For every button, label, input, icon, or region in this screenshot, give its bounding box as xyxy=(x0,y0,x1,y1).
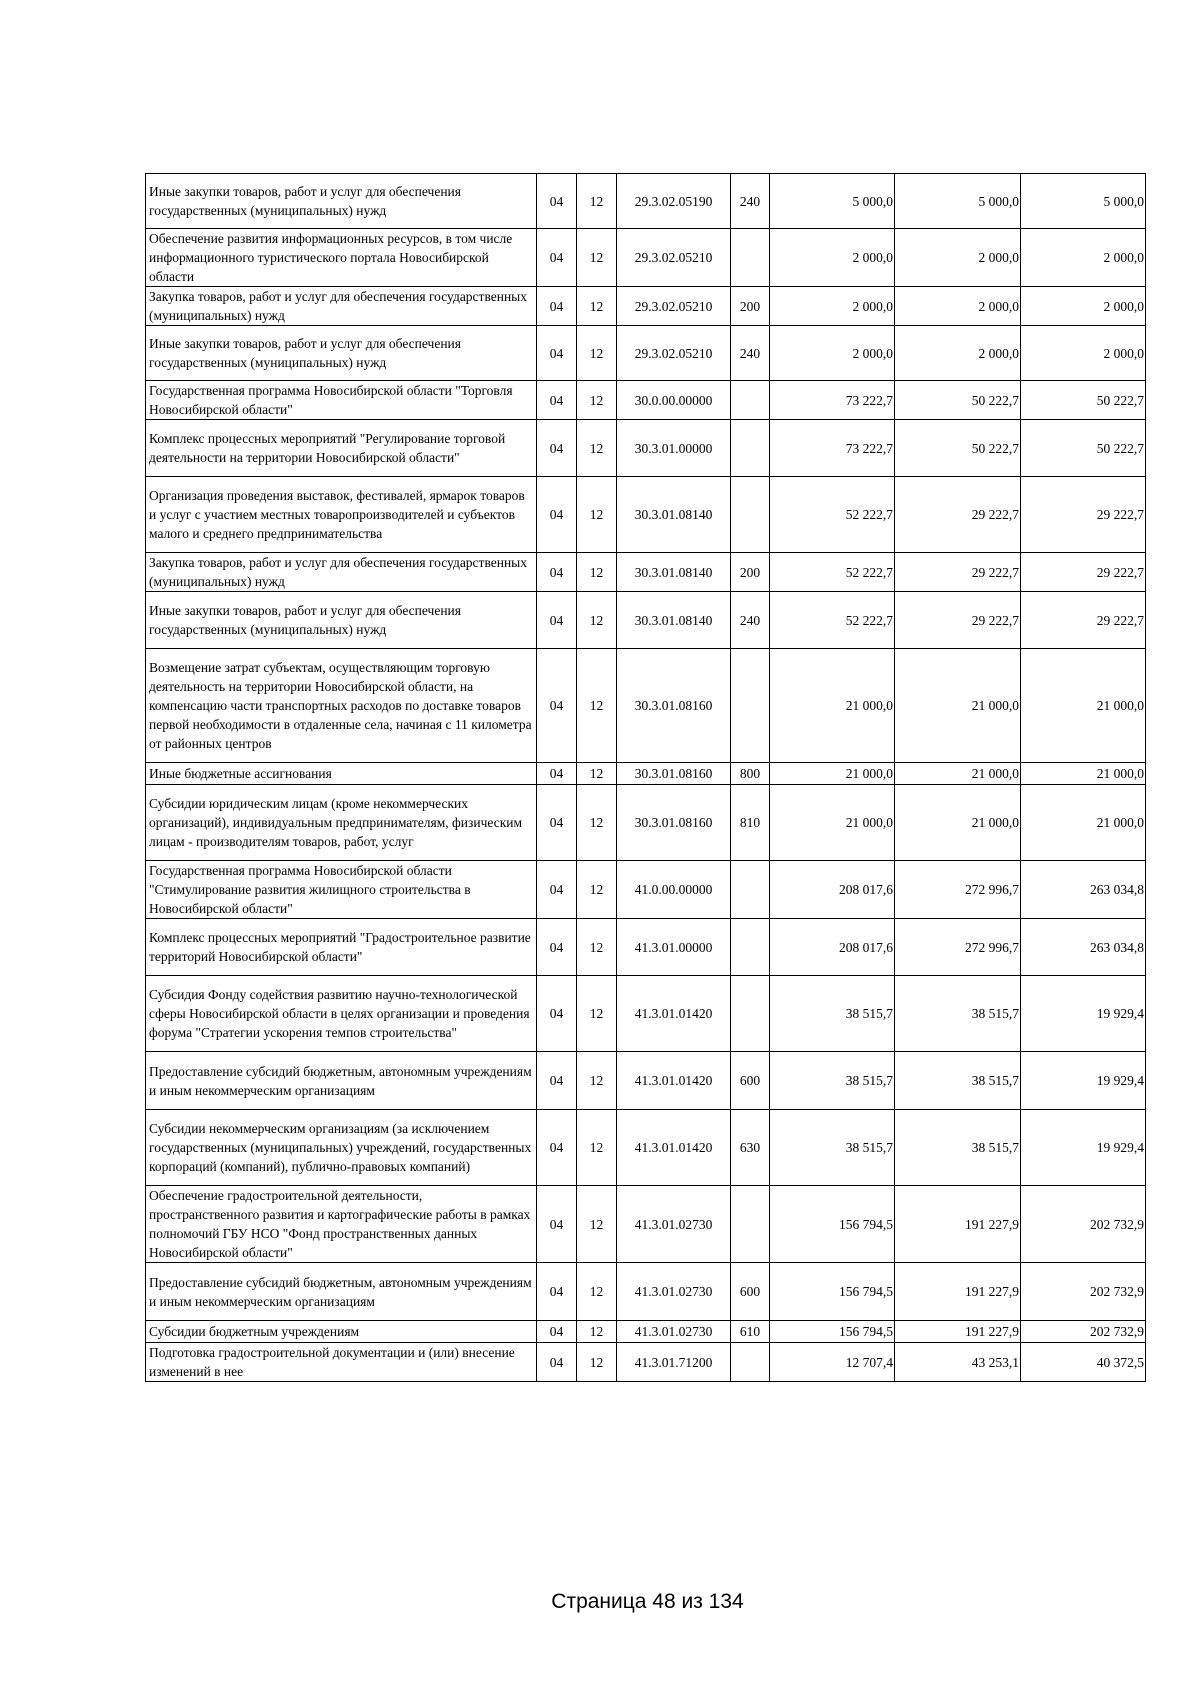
amount-year-3: 29 222,7 xyxy=(1021,477,1146,553)
target-article-code: 29.3.02.05190 xyxy=(617,174,731,229)
section-code: 04 xyxy=(537,420,577,477)
expense-type-code: 240 xyxy=(731,326,770,381)
amount-year-3: 202 732,9 xyxy=(1021,1263,1146,1321)
amount-year-2: 29 222,7 xyxy=(895,553,1021,592)
target-article-code: 30.0.00.00000 xyxy=(617,381,731,420)
amount-year-1: 73 222,7 xyxy=(770,381,895,420)
expense-type-code xyxy=(731,976,770,1052)
subsection-code: 12 xyxy=(577,326,617,381)
subsection-code: 12 xyxy=(577,1052,617,1110)
table-row xyxy=(146,326,1146,381)
expense-type-code: 630 xyxy=(731,1110,770,1186)
expense-type-code xyxy=(731,919,770,976)
target-article-code: 29.3.02.05210 xyxy=(617,229,731,287)
target-article-code: 30.3.01.00000 xyxy=(617,420,731,477)
table-row xyxy=(146,976,1146,1052)
amount-year-3: 50 222,7 xyxy=(1021,420,1146,477)
budget-table-body xyxy=(146,174,1146,1382)
amount-year-3: 29 222,7 xyxy=(1021,553,1146,592)
target-article-code: 41.3.01.02730 xyxy=(617,1186,731,1263)
amount-year-2: 191 227,9 xyxy=(895,1321,1021,1343)
target-article-code: 29.3.02.05210 xyxy=(617,326,731,381)
expense-type-code: 200 xyxy=(731,553,770,592)
item-name: Подготовка градостроительной документации и (или) внесение изменений в нее xyxy=(146,1343,537,1382)
amount-year-1: 156 794,5 xyxy=(770,1186,895,1263)
section-code: 04 xyxy=(537,287,577,326)
amount-year-3: 5 000,0 xyxy=(1021,174,1146,229)
table-row xyxy=(146,1343,1146,1382)
amount-year-2: 38 515,7 xyxy=(895,1052,1021,1110)
target-article-code: 41.0.00.00000 xyxy=(617,861,731,919)
amount-year-1: 208 017,6 xyxy=(770,919,895,976)
expense-type-code: 600 xyxy=(731,1263,770,1321)
subsection-code: 12 xyxy=(577,649,617,763)
expense-type-code xyxy=(731,381,770,420)
expense-type-code: 610 xyxy=(731,1321,770,1343)
subsection-code: 12 xyxy=(577,1263,617,1321)
item-name: Предоставление субсидий бюджетным, автономным учреждениям и иным некоммерческим организациям xyxy=(146,1263,537,1321)
amount-year-1: 5 000,0 xyxy=(770,174,895,229)
table-row xyxy=(146,1052,1146,1110)
table-row xyxy=(146,553,1146,592)
target-article-code: 41.3.01.02730 xyxy=(617,1321,731,1343)
amount-year-2: 38 515,7 xyxy=(895,1110,1021,1186)
section-code: 04 xyxy=(537,326,577,381)
table-row xyxy=(146,785,1146,861)
section-code: 04 xyxy=(537,553,577,592)
target-article-code: 29.3.02.05210 xyxy=(617,287,731,326)
amount-year-3: 263 034,8 xyxy=(1021,861,1146,919)
table-row xyxy=(146,592,1146,649)
amount-year-3: 21 000,0 xyxy=(1021,649,1146,763)
expense-type-code xyxy=(731,229,770,287)
subsection-code: 12 xyxy=(577,861,617,919)
subsection-code: 12 xyxy=(577,785,617,861)
budget-table xyxy=(145,173,1146,1382)
amount-year-3: 19 929,4 xyxy=(1021,1052,1146,1110)
table-row xyxy=(146,477,1146,553)
item-name: Иные закупки товаров, работ и услуг для обеспечения государственных (муниципальных) нужд xyxy=(146,174,537,229)
target-article-code: 30.3.01.08140 xyxy=(617,553,731,592)
amount-year-1: 52 222,7 xyxy=(770,553,895,592)
section-code: 04 xyxy=(537,229,577,287)
expense-type-code: 810 xyxy=(731,785,770,861)
target-article-code: 30.3.01.08160 xyxy=(617,785,731,861)
amount-year-1: 156 794,5 xyxy=(770,1321,895,1343)
section-code: 04 xyxy=(537,1321,577,1343)
subsection-code: 12 xyxy=(577,381,617,420)
amount-year-1: 38 515,7 xyxy=(770,1052,895,1110)
item-name: Обеспечение градостроительной деятельности, пространственного развития и картографические работы в рамках полномочий ГБУ НСО "Фонд пространственных данных Новосибирской области" xyxy=(146,1186,537,1263)
item-name: Закупка товаров, работ и услуг для обеспечения государственных (муниципальных) нужд xyxy=(146,553,537,592)
section-code: 04 xyxy=(537,1052,577,1110)
item-name: Субсидия Фонду содействия развитию научно-технологической сферы Новосибирской области в целях организации и проведения форума "Стратегии ускорения темпов строительства" xyxy=(146,976,537,1052)
amount-year-2: 21 000,0 xyxy=(895,785,1021,861)
table-row xyxy=(146,174,1146,229)
section-code: 04 xyxy=(537,1343,577,1382)
expense-type-code xyxy=(731,1343,770,1382)
amount-year-1: 38 515,7 xyxy=(770,976,895,1052)
table-row xyxy=(146,287,1146,326)
table-row xyxy=(146,229,1146,287)
subsection-code: 12 xyxy=(577,592,617,649)
amount-year-1: 38 515,7 xyxy=(770,1110,895,1186)
item-name: Закупка товаров, работ и услуг для обеспечения государственных (муниципальных) нужд xyxy=(146,287,537,326)
amount-year-1: 2 000,0 xyxy=(770,229,895,287)
subsection-code: 12 xyxy=(577,229,617,287)
amount-year-2: 5 000,0 xyxy=(895,174,1021,229)
amount-year-2: 29 222,7 xyxy=(895,592,1021,649)
item-name: Предоставление субсидий бюджетным, автономным учреждениям и иным некоммерческим организациям xyxy=(146,1052,537,1110)
expense-type-code: 240 xyxy=(731,592,770,649)
amount-year-3: 50 222,7 xyxy=(1021,381,1146,420)
amount-year-3: 263 034,8 xyxy=(1021,919,1146,976)
table-row xyxy=(146,420,1146,477)
subsection-code: 12 xyxy=(577,1110,617,1186)
amount-year-3: 2 000,0 xyxy=(1021,287,1146,326)
item-name: Обеспечение развития информационных ресурсов, в том числе информационного туристического портала Новосибирской области xyxy=(146,229,537,287)
item-name: Иные закупки товаров, работ и услуг для обеспечения государственных (муниципальных) нужд xyxy=(146,592,537,649)
amount-year-2: 21 000,0 xyxy=(895,763,1021,785)
table-row xyxy=(146,381,1146,420)
subsection-code: 12 xyxy=(577,1321,617,1343)
amount-year-1: 52 222,7 xyxy=(770,592,895,649)
amount-year-3: 40 372,5 xyxy=(1021,1343,1146,1382)
subsection-code: 12 xyxy=(577,477,617,553)
expense-type-code xyxy=(731,1186,770,1263)
amount-year-2: 272 996,7 xyxy=(895,919,1021,976)
expense-type-code xyxy=(731,861,770,919)
item-name: Субсидии бюджетным учреждениям xyxy=(146,1321,537,1343)
amount-year-1: 2 000,0 xyxy=(770,287,895,326)
expense-type-code xyxy=(731,649,770,763)
amount-year-1: 2 000,0 xyxy=(770,326,895,381)
amount-year-1: 208 017,6 xyxy=(770,861,895,919)
item-name: Субсидии некоммерческим организациям (за исключением государственных (муниципальных) учреждений, государственных корпораций (компаний), публично-правовых компаний) xyxy=(146,1110,537,1186)
section-code: 04 xyxy=(537,381,577,420)
item-name: Субсидии юридическим лицам (кроме некоммерческих организаций), индивидуальным предпринимателям, физическим лицам - производителям товаров, работ, услуг xyxy=(146,785,537,861)
subsection-code: 12 xyxy=(577,1186,617,1263)
target-article-code: 41.3.01.00000 xyxy=(617,919,731,976)
section-code: 04 xyxy=(537,649,577,763)
amount-year-1: 21 000,0 xyxy=(770,649,895,763)
amount-year-2: 2 000,0 xyxy=(895,326,1021,381)
expense-type-code: 200 xyxy=(731,287,770,326)
amount-year-2: 191 227,9 xyxy=(895,1263,1021,1321)
item-name: Возмещение затрат субъектам, осуществляющим торговую деятельность на территории Новосибирской области, на компенсацию части транспортных расходов по доставке товаров первой необходимости в отдаленные села, начиная с 11 километра от районных центров xyxy=(146,649,537,763)
amount-year-1: 156 794,5 xyxy=(770,1263,895,1321)
table-row xyxy=(146,649,1146,763)
subsection-code: 12 xyxy=(577,287,617,326)
item-name: Комплекс процессных мероприятий "Градостроительное развитие территорий Новосибирской области" xyxy=(146,919,537,976)
subsection-code: 12 xyxy=(577,553,617,592)
target-article-code: 41.3.01.01420 xyxy=(617,1110,731,1186)
section-code: 04 xyxy=(537,1186,577,1263)
table-row xyxy=(146,919,1146,976)
section-code: 04 xyxy=(537,976,577,1052)
item-name: Организация проведения выставок, фестивалей, ярмарок товаров и услуг с участием местных товаропроизводителей и субъектов малого и среднего предпринимательства xyxy=(146,477,537,553)
page-number: Страница 48 из 134 xyxy=(551,1590,744,1613)
target-article-code: 30.3.01.08140 xyxy=(617,477,731,553)
subsection-code: 12 xyxy=(577,174,617,229)
amount-year-3: 19 929,4 xyxy=(1021,1110,1146,1186)
section-code: 04 xyxy=(537,1110,577,1186)
target-article-code: 30.3.01.08140 xyxy=(617,592,731,649)
amount-year-3: 2 000,0 xyxy=(1021,326,1146,381)
amount-year-3: 202 732,9 xyxy=(1021,1321,1146,1343)
target-article-code: 30.3.01.08160 xyxy=(617,763,731,785)
amount-year-3: 21 000,0 xyxy=(1021,785,1146,861)
target-article-code: 41.3.01.01420 xyxy=(617,976,731,1052)
amount-year-2: 43 253,1 xyxy=(895,1343,1021,1382)
table-row xyxy=(146,763,1146,785)
table-row xyxy=(146,1110,1146,1186)
amount-year-1: 21 000,0 xyxy=(770,785,895,861)
table-row xyxy=(146,1321,1146,1343)
section-code: 04 xyxy=(537,1263,577,1321)
amount-year-3: 21 000,0 xyxy=(1021,763,1146,785)
subsection-code: 12 xyxy=(577,919,617,976)
item-name: Государственная программа Новосибирской области "Стимулирование развития жилищного строительства в Новосибирской области" xyxy=(146,861,537,919)
amount-year-2: 50 222,7 xyxy=(895,420,1021,477)
amount-year-2: 2 000,0 xyxy=(895,287,1021,326)
item-name: Государственная программа Новосибирской области "Торговля Новосибирской области" xyxy=(146,381,537,420)
table-row xyxy=(146,1186,1146,1263)
target-article-code: 41.3.01.01420 xyxy=(617,1052,731,1110)
table-row xyxy=(146,861,1146,919)
item-name: Комплекс процессных мероприятий "Регулирование торговой деятельности на территории Новосибирской области" xyxy=(146,420,537,477)
amount-year-2: 38 515,7 xyxy=(895,976,1021,1052)
section-code: 04 xyxy=(537,174,577,229)
amount-year-1: 73 222,7 xyxy=(770,420,895,477)
amount-year-2: 21 000,0 xyxy=(895,649,1021,763)
amount-year-3: 19 929,4 xyxy=(1021,976,1146,1052)
expense-type-code: 800 xyxy=(731,763,770,785)
item-name: Иные закупки товаров, работ и услуг для обеспечения государственных (муниципальных) нужд xyxy=(146,326,537,381)
amount-year-1: 21 000,0 xyxy=(770,763,895,785)
section-code: 04 xyxy=(537,785,577,861)
section-code: 04 xyxy=(537,592,577,649)
table-row xyxy=(146,1263,1146,1321)
target-article-code: 41.3.01.71200 xyxy=(617,1343,731,1382)
amount-year-2: 29 222,7 xyxy=(895,477,1021,553)
expense-type-code: 240 xyxy=(731,174,770,229)
item-name: Иные бюджетные ассигнования xyxy=(146,763,537,785)
amount-year-1: 52 222,7 xyxy=(770,477,895,553)
subsection-code: 12 xyxy=(577,763,617,785)
amount-year-2: 272 996,7 xyxy=(895,861,1021,919)
expense-type-code xyxy=(731,420,770,477)
section-code: 04 xyxy=(537,919,577,976)
amount-year-2: 191 227,9 xyxy=(895,1186,1021,1263)
section-code: 04 xyxy=(537,477,577,553)
expense-type-code: 600 xyxy=(731,1052,770,1110)
subsection-code: 12 xyxy=(577,1343,617,1382)
subsection-code: 12 xyxy=(577,420,617,477)
target-article-code: 41.3.01.02730 xyxy=(617,1263,731,1321)
amount-year-3: 29 222,7 xyxy=(1021,592,1146,649)
target-article-code: 30.3.01.08160 xyxy=(617,649,731,763)
amount-year-2: 2 000,0 xyxy=(895,229,1021,287)
section-code: 04 xyxy=(537,763,577,785)
section-code: 04 xyxy=(537,861,577,919)
amount-year-3: 202 732,9 xyxy=(1021,1186,1146,1263)
amount-year-2: 50 222,7 xyxy=(895,381,1021,420)
expense-type-code xyxy=(731,477,770,553)
amount-year-1: 12 707,4 xyxy=(770,1343,895,1382)
amount-year-3: 2 000,0 xyxy=(1021,229,1146,287)
subsection-code: 12 xyxy=(577,976,617,1052)
